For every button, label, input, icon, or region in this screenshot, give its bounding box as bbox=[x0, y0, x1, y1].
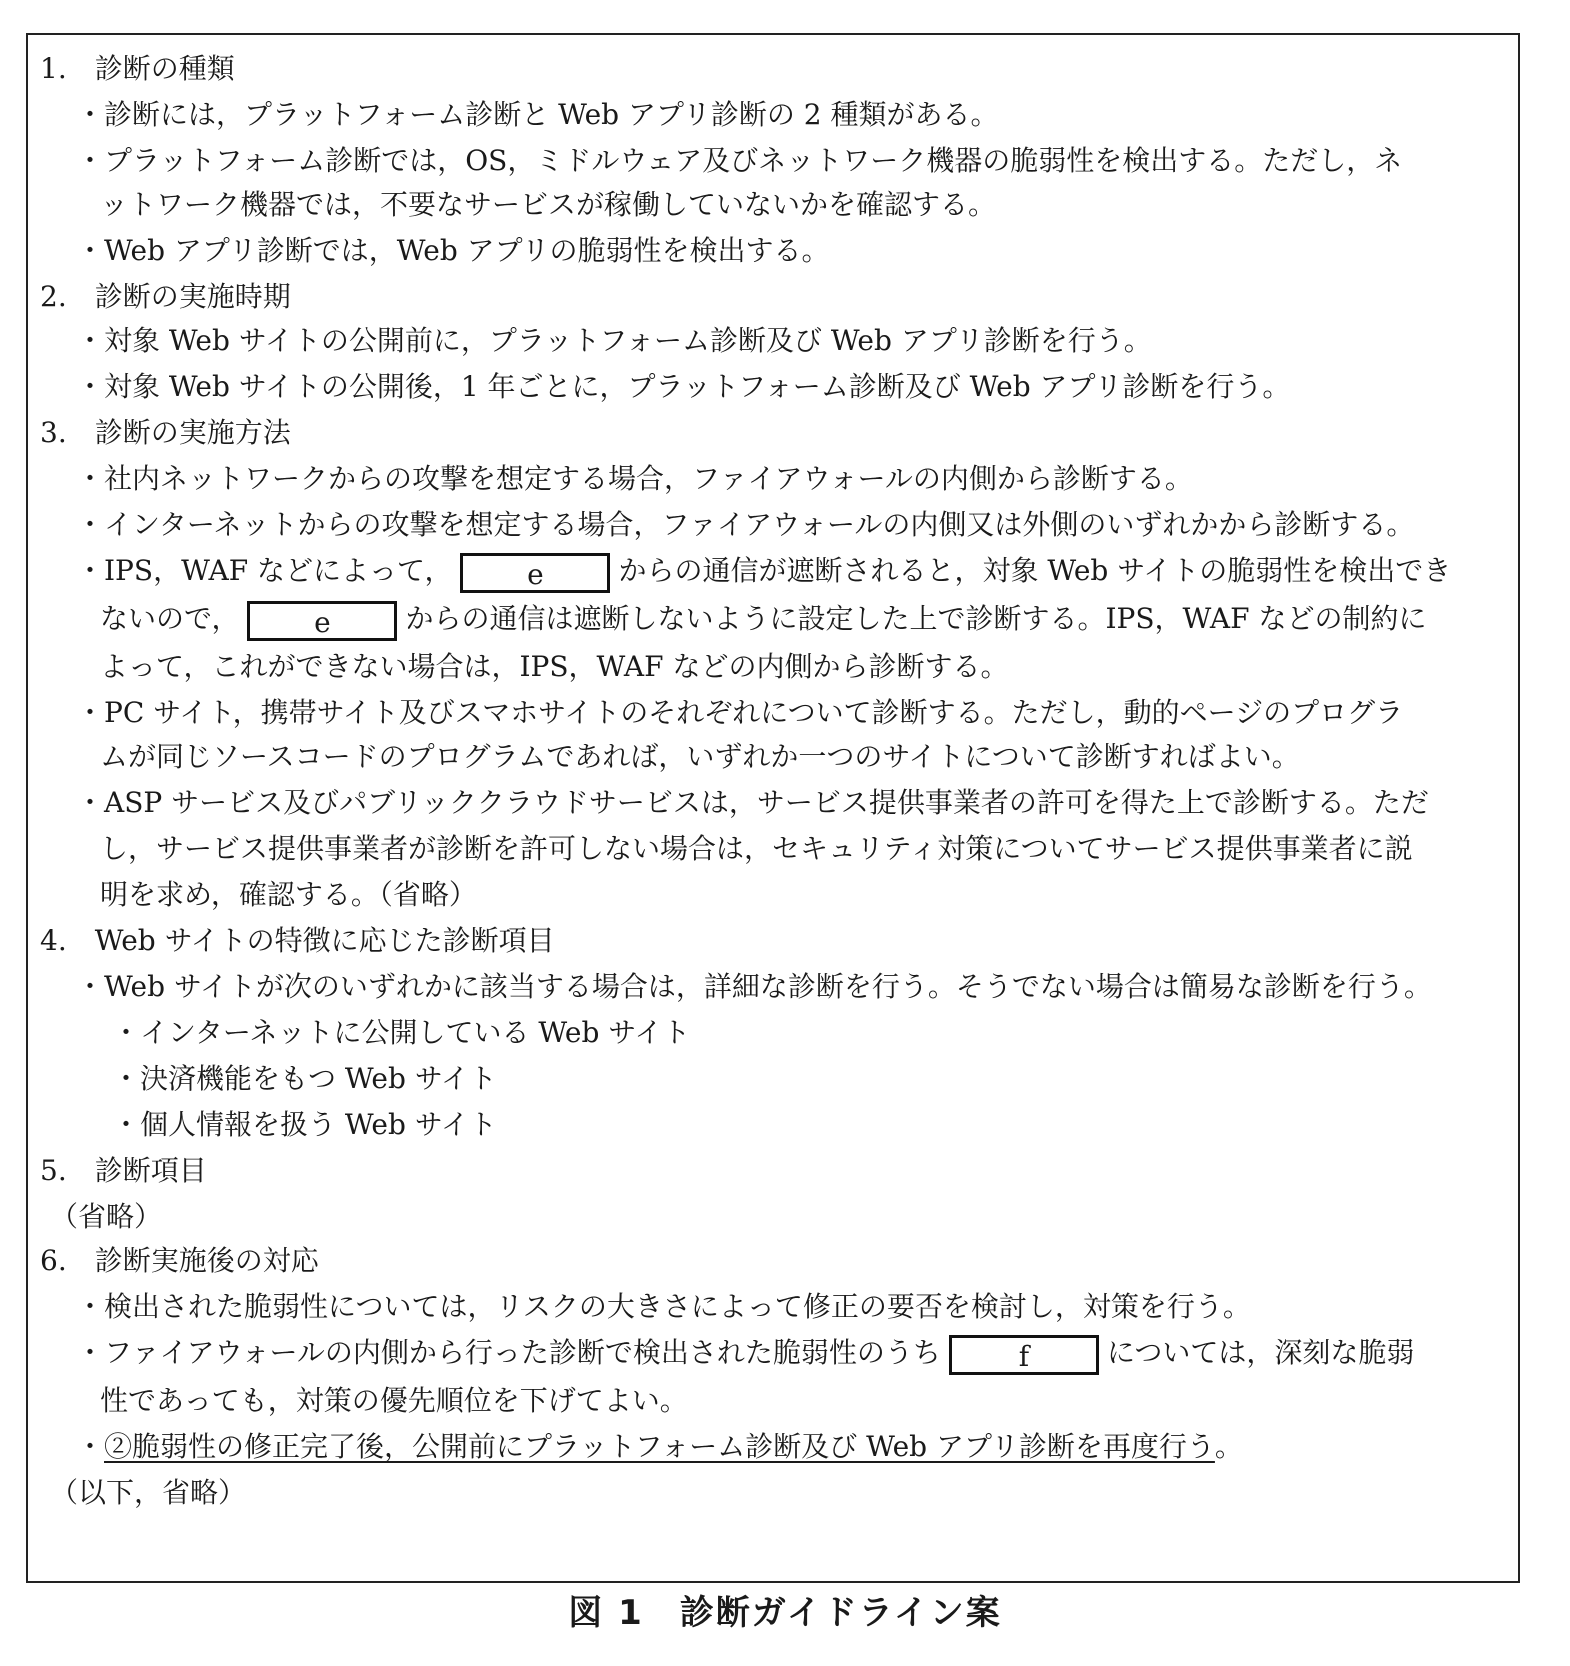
section-3-bullet-5-line-1: ・ASP サービス及びパブリッククラウドサービスは，サービス提供事業者の許可を得た上で診断する。ただ bbox=[76, 786, 1429, 819]
section-3-bullet-3b-post: からの通信は遮断しないように設定した上で診断する。IPS，WAF などの制約に bbox=[405, 602, 1427, 635]
section-4-sub-1: ・インターネットに公開している Web サイト bbox=[112, 1016, 691, 1049]
section-4-heading: 4. Web サイトの特徴に応じた診断項目 bbox=[40, 924, 555, 957]
section-5-note: （省略） bbox=[50, 1200, 163, 1233]
section-6-heading: 6. 診断実施後の対応 bbox=[40, 1244, 319, 1277]
guideline-frame bbox=[26, 33, 1520, 1583]
section-6-bullet-2-pre: ・ファイアウォールの内側から行った診断で検出された脆弱性のうち bbox=[76, 1336, 941, 1369]
section-1-bullet-2-line-1: ・プラットフォーム診断では，OS，ミドルウェア及びネットワーク機器の脆弱性を検出する。ただし，ネ bbox=[76, 144, 1403, 177]
section-6-bullet-1: ・検出された脆弱性については，リスクの大きさによって修正の要否を検討し，対策を行う。 bbox=[76, 1290, 1251, 1323]
section-1-bullet-1: ・診断には，プラットフォーム診断と Web アプリ診断の 2 種類がある。 bbox=[76, 98, 999, 131]
figure-caption: 図 1 診断ガイドライン案 bbox=[568, 1593, 1002, 1633]
section-1-heading: 1. 診断の種類 bbox=[40, 52, 235, 85]
footer-note: （以下，省略） bbox=[50, 1476, 247, 1509]
section-4-sub-2: ・決済機能をもつ Web サイト bbox=[112, 1062, 497, 1095]
section-2-bullet-2: ・対象 Web サイトの公開後，1 年ごとに，プラットフォーム診断及び Web アプリ診断を行う。 bbox=[76, 370, 1291, 403]
section-3-bullet-3-line-2 bbox=[100, 599, 1426, 641]
section-3-bullet-4-line-1: ・PC サイト，携帯サイト及びスマホサイトのそれぞれについて診断する。ただし，動的ページのプログラ bbox=[76, 696, 1404, 729]
section-2-heading: 2. 診断の実施時期 bbox=[40, 280, 291, 313]
section-6-bullet-2-post: については，深刻な脆弱 bbox=[1106, 1336, 1415, 1369]
section-6-bullet-3-marker: ・ bbox=[76, 1430, 105, 1463]
section-6-bullet-2-line-1 bbox=[76, 1333, 1414, 1375]
section-6-bullet-2-line-2: 性であっても，対策の優先順位を下げてよい。 bbox=[100, 1384, 688, 1417]
section-1-bullet-3: ・Web アプリ診断では，Web アプリの脆弱性を検出する。 bbox=[76, 234, 830, 267]
section-3-bullet-5-line-3: 明を求め，確認する。（省略） bbox=[100, 878, 477, 911]
section-6-bullet-3-underlined: ②脆弱性の修正完了後，公開前にプラットフォーム診断及び Web アプリ診断を再度行う bbox=[104, 1430, 1215, 1463]
section-6-bullet-3 bbox=[76, 1427, 1243, 1467]
answer-blank-f: f bbox=[949, 1335, 1099, 1375]
section-3-bullet-3-line-3: よって，これができない場合は，IPS，WAF などの内側から診断する。 bbox=[100, 650, 1009, 683]
section-3-heading: 3. 診断の実施方法 bbox=[40, 416, 291, 449]
section-3-bullet-2: ・インターネットからの攻撃を想定する場合，ファイアウォールの内側又は外側のいずれかから診断する。 bbox=[76, 508, 1415, 541]
section-5-heading: 5. 診断項目 bbox=[40, 1154, 207, 1187]
section-3-bullet-3-line-1 bbox=[76, 551, 1451, 593]
section-3-bullet-1: ・社内ネットワークからの攻撃を想定する場合，ファイアウォールの内側から診断する。 bbox=[76, 462, 1193, 495]
section-3-bullet-3-post: からの通信が遮断されると，対象 Web サイトの脆弱性を検出でき bbox=[618, 554, 1452, 587]
section-3-bullet-4-line-2: ムが同じソースコードのプログラムであれば，いずれか一つのサイトについて診断すればよい。 bbox=[100, 740, 1300, 773]
section-4-bullet-1: ・Web サイトが次のいずれかに該当する場合は，詳細な診断を行う。そうでない場合は簡易な診断を行う。 bbox=[76, 970, 1432, 1003]
section-3-bullet-5-line-2: し，サービス提供事業者が診断を許可しない場合は，セキュリティ対策についてサービス提供事業者に説 bbox=[100, 832, 1413, 865]
answer-blank-e-2: e bbox=[247, 601, 397, 641]
section-2-bullet-1: ・対象 Web サイトの公開前に，プラットフォーム診断及び Web アプリ診断を行う。 bbox=[76, 324, 1152, 357]
section-6-bullet-3-end: 。 bbox=[1214, 1430, 1243, 1463]
section-1-bullet-2-line-2: ットワーク機器では，不要なサービスが稼働していないかを確認する。 bbox=[100, 188, 997, 221]
section-3-bullet-3b-pre: ないので， bbox=[100, 602, 240, 635]
section-3-bullet-3-pre: ・IPS，WAF などによって， bbox=[76, 554, 453, 587]
answer-blank-e: e bbox=[460, 553, 610, 593]
section-4-sub-3: ・個人情報を扱う Web サイト bbox=[112, 1108, 497, 1141]
